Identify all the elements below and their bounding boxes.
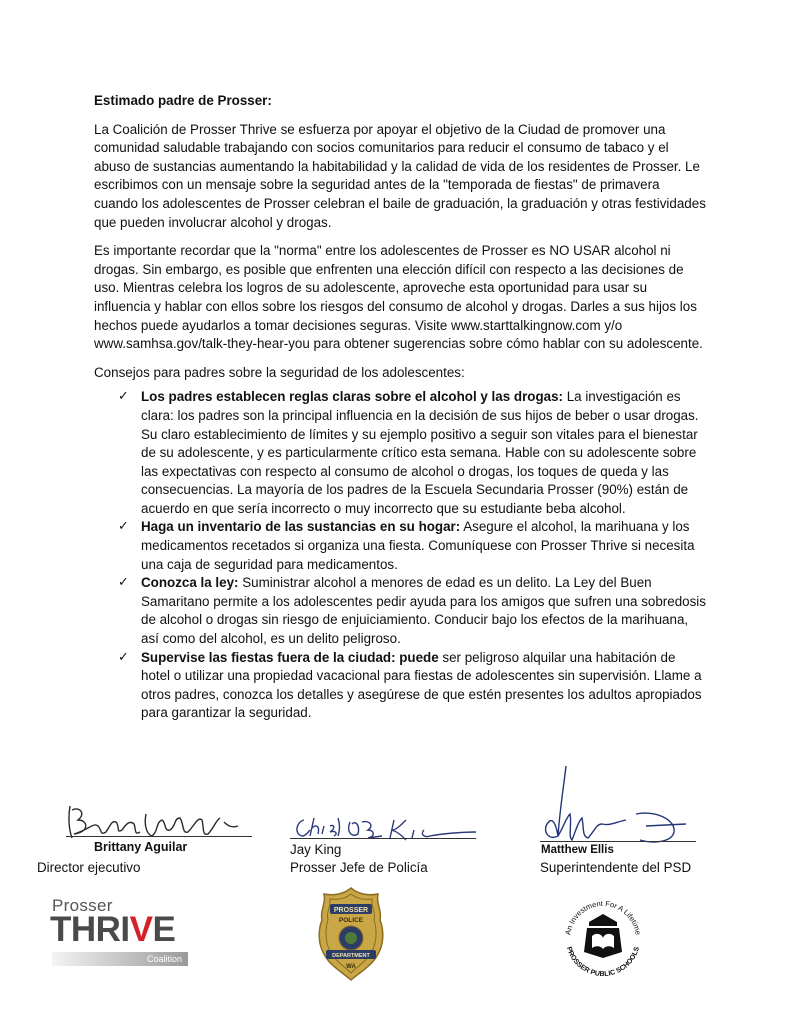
tip-item bbox=[118, 388, 706, 518]
tip-item bbox=[118, 518, 706, 574]
checkmark-icon: ✓ bbox=[118, 389, 129, 405]
checkmark-icon: ✓ bbox=[118, 649, 129, 665]
prosser-thrive-logo bbox=[52, 896, 192, 970]
signer-title: Superintendente del PSD bbox=[540, 860, 692, 875]
badge-text-state: WA bbox=[346, 964, 356, 970]
prosser-public-schools-logo bbox=[556, 892, 650, 986]
logo-text-e: E bbox=[152, 910, 176, 949]
logo-text-prosser: Prosser bbox=[52, 896, 113, 915]
badge-text-department: DEPARTMENT bbox=[332, 953, 370, 959]
signature-matthew-ellis bbox=[536, 764, 706, 850]
tip-heading: Los padres establecen reglas claras sobre el alcohol y las drogas: bbox=[141, 389, 563, 405]
tip-heading: Supervise las fiestas fuera de la ciudad: puede bbox=[141, 649, 439, 665]
signer-name: Jay King bbox=[290, 842, 342, 857]
tip-heading: Conozca la ley: bbox=[141, 575, 239, 591]
tip-body: Asegure el alcohol, la marihuana y los medicamentos recetados si organiza una fiesta. Comuníquese con Prosser Thrive si necesita una caja de seguridad para medicamentos. bbox=[141, 519, 695, 572]
school-ring-top: An Investment For A Lifetime bbox=[563, 898, 643, 936]
badge-text-police: POLICE bbox=[338, 917, 364, 924]
signature-jay-king bbox=[290, 812, 480, 846]
letter-body bbox=[94, 92, 706, 723]
tip-item bbox=[118, 649, 706, 723]
logo-text-thrive bbox=[50, 910, 175, 950]
logo-text-thri: THRI bbox=[50, 910, 130, 949]
signer-name: Matthew Ellis bbox=[541, 844, 614, 856]
signature-line bbox=[540, 841, 696, 842]
paragraph-intro: La Coalición de Prosser Thrive se esfuerza por apoyar el objetivo de la Ciudad de promover una comunidad saludable trabajando con socios comunitarios para reducir el consumo de tabaco y el abuso de sustancias aumentando la habitabilidad y la calidad de vida de los residentes de Prosser. Le escribimos con un mensaje sobre la seguridad antes de la "temporada de fiestas" de primavera cuando los adolescentes de Prosser celebran el baile de graduación, la graduación y otras festividades que pueden involucrar alcohol y drogas. bbox=[94, 121, 706, 230]
tip-item bbox=[118, 574, 706, 648]
checkmark-icon: ✓ bbox=[118, 519, 129, 535]
police-badge-logo bbox=[316, 886, 386, 982]
tips-intro: Consejos para padres sobre la seguridad de los adolescentes: bbox=[94, 364, 465, 380]
checkmark-icon: ✓ bbox=[118, 575, 129, 591]
greeting: Estimado padre de Prosser: bbox=[94, 93, 272, 108]
signer-name: Brittany Aguilar bbox=[94, 840, 188, 854]
signer-title: Prosser Jefe de Policía bbox=[290, 860, 428, 875]
school-ring-bottom: PROSSER PUBLIC SCHOOLS bbox=[564, 946, 642, 979]
tip-body: ser peligroso alquilar una habitación de hotel o utilizar una propiedad vacacional para fiestas de adolescentes sin supervisión. Llame a otros padres, conozca los detalles y asegúrese de que estén presentes los adultos apropiados para garantizar la seguridad. bbox=[141, 649, 702, 721]
tip-body: La investigación es clara: los padres son la principal influencia en la decisión de sus hijos de beber o usar drogas. Su claro establecimiento de límites y su ejemplo positivo a seguir son vitales para el bienestar de su adolescente, y es particularmente crítico esta semana. Hable con su adolescente sobre las expectativas con respecto al consumo de alcohol o drogas, los toques de queda y las consecuencias. La mayoría de los padres de la Escuela Secundaria Prosser (90%) están de acuerdo en que sería incorrecto o muy incorrecto que su estudiante beba alcohol. bbox=[141, 389, 699, 516]
tips-list bbox=[118, 388, 706, 723]
logo-text-coalition: Coalition bbox=[146, 954, 182, 964]
paragraph-norm: Es importante recordar que la "norma" entre los adolescentes de Prosser es NO USAR alcohol ni drogas. Sin embargo, es posible que enfrenten una elección difícil con respecto a las decisiones de uso. Mientras celebra los logros de su adolescente, aproveche esta oportunidad para usar su influencia y hablar con ellos sobre los riesgos del consumo de alcohol y drogas. Darles a sus hijos los hechos puede ayudarlos a tomar decisiones seguras. Visite www.starttalkingnow.com y/o www.samhsa.gov/talk-they-hear-you para obtener sugerencias sobre cómo hablar con su adolescente. bbox=[94, 243, 703, 352]
signature-line bbox=[66, 836, 252, 837]
badge-text-prosser: PROSSER bbox=[333, 907, 369, 914]
signature-line bbox=[290, 838, 476, 839]
signer-title: Director ejecutivo bbox=[37, 860, 141, 875]
tip-heading: Haga un inventario de las sustancias en su hogar: bbox=[141, 519, 461, 535]
tip-body: Suministrar alcohol a menores de edad es un delito. La Ley del Buen Samaritano permite a los adolescentes pedir ayuda para los amigos que sufren una sobredosis de alcohol o drogas sin riesgo de enjuiciamiento. Conducir bajo los efectos de la marihuana, así como del alcohol, es un delito peligroso. bbox=[141, 575, 706, 647]
logo-text-v: V bbox=[129, 910, 153, 949]
logo-coalition-bar bbox=[52, 952, 188, 966]
